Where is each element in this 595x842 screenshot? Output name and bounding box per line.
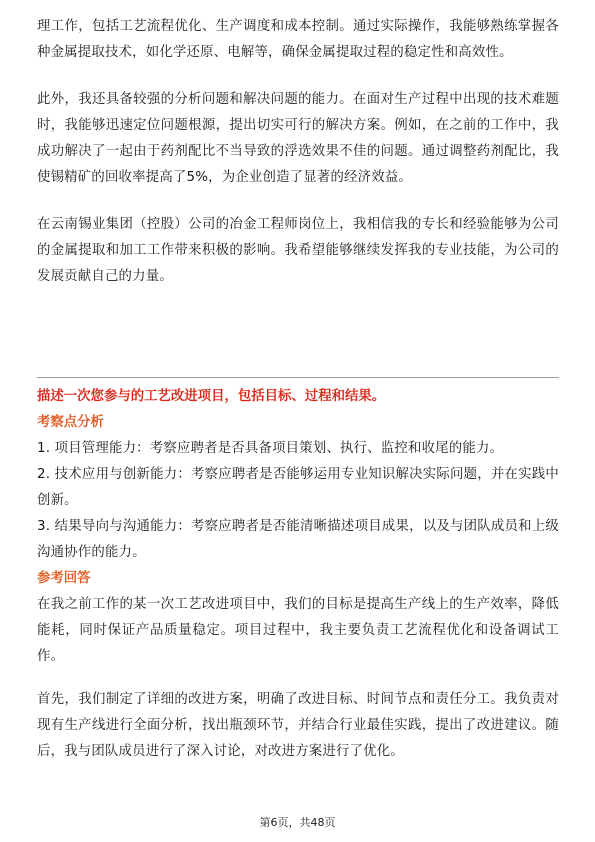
intro-paragraph: 理工作，包括工艺流程优化、生产调度和成本控制。通过实际操作，我能够熟练掌握各种金属提取技术，如化学还原、电解等，确保金属提取过程的稳定性和高效性。 <box>37 19 559 60</box>
answer-paragraph: 首先，我们制定了详细的改进方案，明确了改进目标、时间节点和责任分工。我负责对现有生产线进行全面分析，找出瓶颈环节，并结合行业最佳实践，提出了改进建议。随后，我与团队成员进行了深入讨论，对改进方案进行了优化。 <box>37 692 559 759</box>
question-section <box>37 384 559 765</box>
analysis-heading: 考察点分析 <box>37 415 104 430</box>
question-title: 描述一次您参与的工艺改进项目，包括目标、过程和结果。 <box>37 389 386 404</box>
analysis-item: 2. 技术应用与创新能力：考察应聘者是否能够运用专业知识解决实际问题，并在实践中创新。 <box>37 467 559 508</box>
page-number: 第6页，共48页 <box>259 816 336 829</box>
intro-section <box>37 14 559 290</box>
answer-heading: 参考回答 <box>37 571 91 586</box>
answer-paragraph: 在我之前工作的某一次工艺改进项目中，我们的目标是提高生产线上的生产效率，降低能耗，同时保证产品质量稳定。项目过程中，我主要负责工艺流程优化和设备调试工作。 <box>37 597 559 664</box>
analysis-item: 3. 结果导向与沟通能力：考察应聘者是否能清晰描述项目成果，以及与团队成员和上级沟通协作的能力。 <box>37 519 559 560</box>
analysis-item: 1. 项目管理能力：考察应聘者是否具备项目策划、执行、监控和收尾的能力。 <box>37 441 504 456</box>
intro-paragraph: 此外，我还具备较强的分析问题和解决问题的能力。在面对生产过程中出现的技术难题时，我能够迅速定位问题根源，提出切实可行的解决方案。例如，在之前的工作中，我成功解决了一起由于药剂配比不当导致的浮选效果不佳的问题。通过调整药剂配比，我使锡精矿的回收率提高了5%，为企业创造了显著的经济效益。 <box>37 92 559 185</box>
section-divider <box>37 377 559 378</box>
intro-paragraph: 在云南锡业集团（控股）公司的冶金工程师岗位上，我相信我的专长和经验能够为公司的金属提取和加工工作带来积极的影响。我希望能够继续发挥我的专业技能，为公司的发展贡献自己的力量。 <box>37 217 559 284</box>
